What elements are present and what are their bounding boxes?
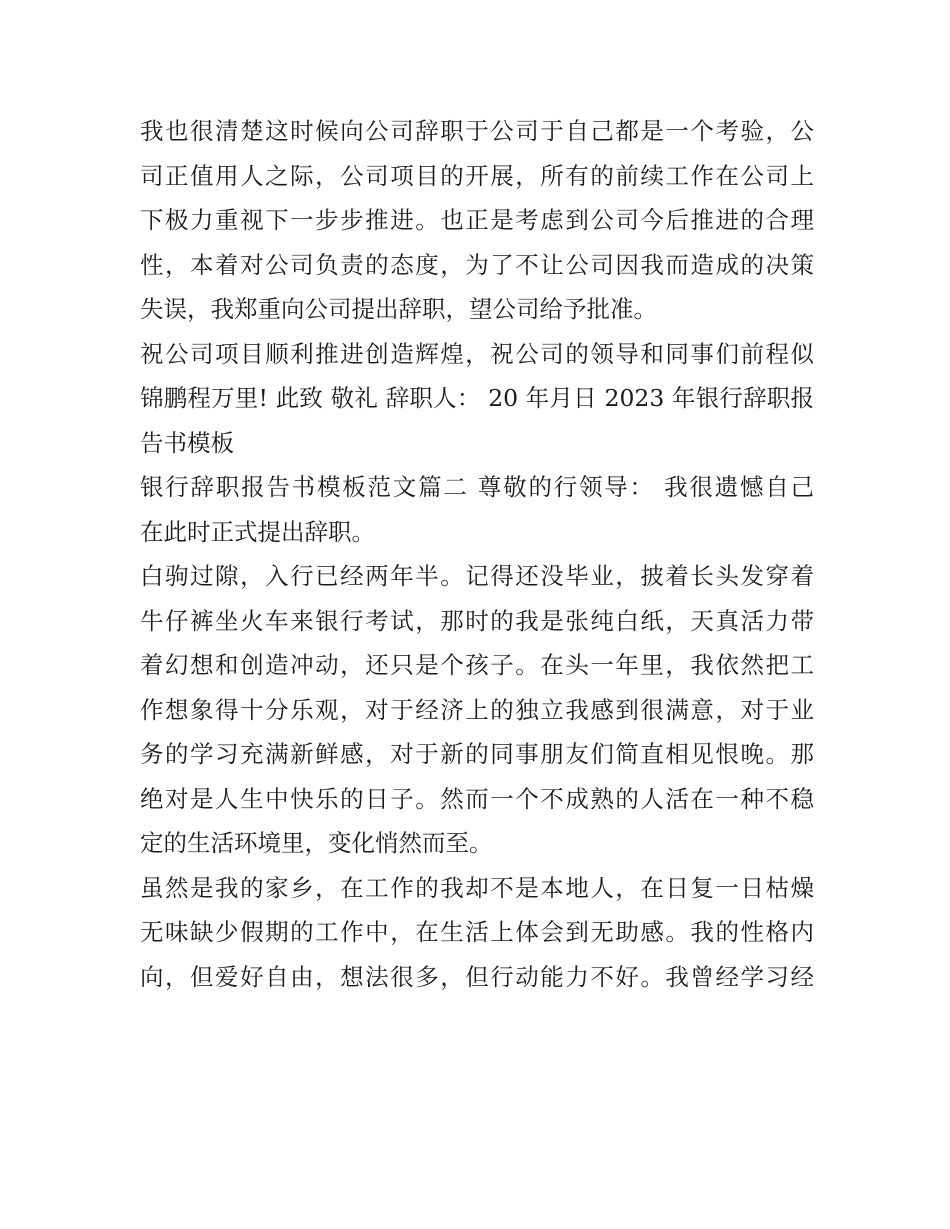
paragraph [140, 465, 814, 554]
text-line: 失误，我郑重向公司提出辞职，望公司给予批准。 [140, 295, 657, 323]
text-line: 性，本着对公司负责的态度，为了不让公司因我而造成的决策 [140, 250, 814, 279]
text-line: 告书模板 [140, 428, 234, 457]
paragraph [140, 109, 814, 332]
text-line: 银行辞职报告书模板范文篇二 尊敬的行领导： 我很遗憾自己 [140, 473, 814, 501]
text-line: 无味缺少假期的工作中，在生活上体会到无助感。我的性格内 [140, 918, 814, 946]
document-body [140, 109, 814, 999]
text-line: 下极力重视下一步步推进。也正是考虑到公司今后推进的合理 [140, 206, 814, 234]
text-line: 白驹过隙，入行已经两年半。记得还没毕业，披着长头发穿着 [140, 562, 814, 590]
text-line: 虽然是我的家乡，在工作的我却不是本地人，在日复一日枯燥 [140, 873, 814, 902]
paragraph [140, 332, 814, 466]
text-line: 定的生活环境里，变化悄然而至。 [140, 829, 493, 857]
paragraph [140, 554, 814, 866]
text-line: 着幻想和创造冲动，还只是个孩子。在头一年里，我依然把工 [140, 651, 814, 679]
text-line: 祝公司项目顺利推进创造辉煌，祝公司的领导和同事们前程似 [140, 339, 814, 368]
text-line: 在此时正式提出辞职。 [140, 517, 375, 546]
text-line: 牛仔裤坐火车来银行考试，那时的我是张纯白纸，天真活力带 [140, 606, 814, 635]
paragraph [140, 866, 814, 1000]
text-line: 锦鹏程万里! 此致 敬礼 辞职人： 20 年月日 2023 年银行辞职报 [140, 384, 814, 412]
text-line: 我也很清楚这时候向公司辞职于公司于自己都是一个考验，公 [140, 117, 814, 145]
text-line: 绝对是人生中快乐的日子。然而一个不成熟的人活在一种不稳 [140, 784, 814, 813]
text-line: 务的学习充满新鲜感，对于新的同事朋友们简直相见恨晚。那 [140, 740, 814, 768]
text-line: 作想象得十分乐观，对于经济上的独立我感到很满意，对于业 [140, 695, 814, 724]
text-line: 司正值用人之际，公司项目的开展，所有的前续工作在公司上 [140, 161, 814, 190]
text-line: 向，但爱好自由，想法很多，但行动能力不好。我曾经学习经 [140, 962, 814, 991]
